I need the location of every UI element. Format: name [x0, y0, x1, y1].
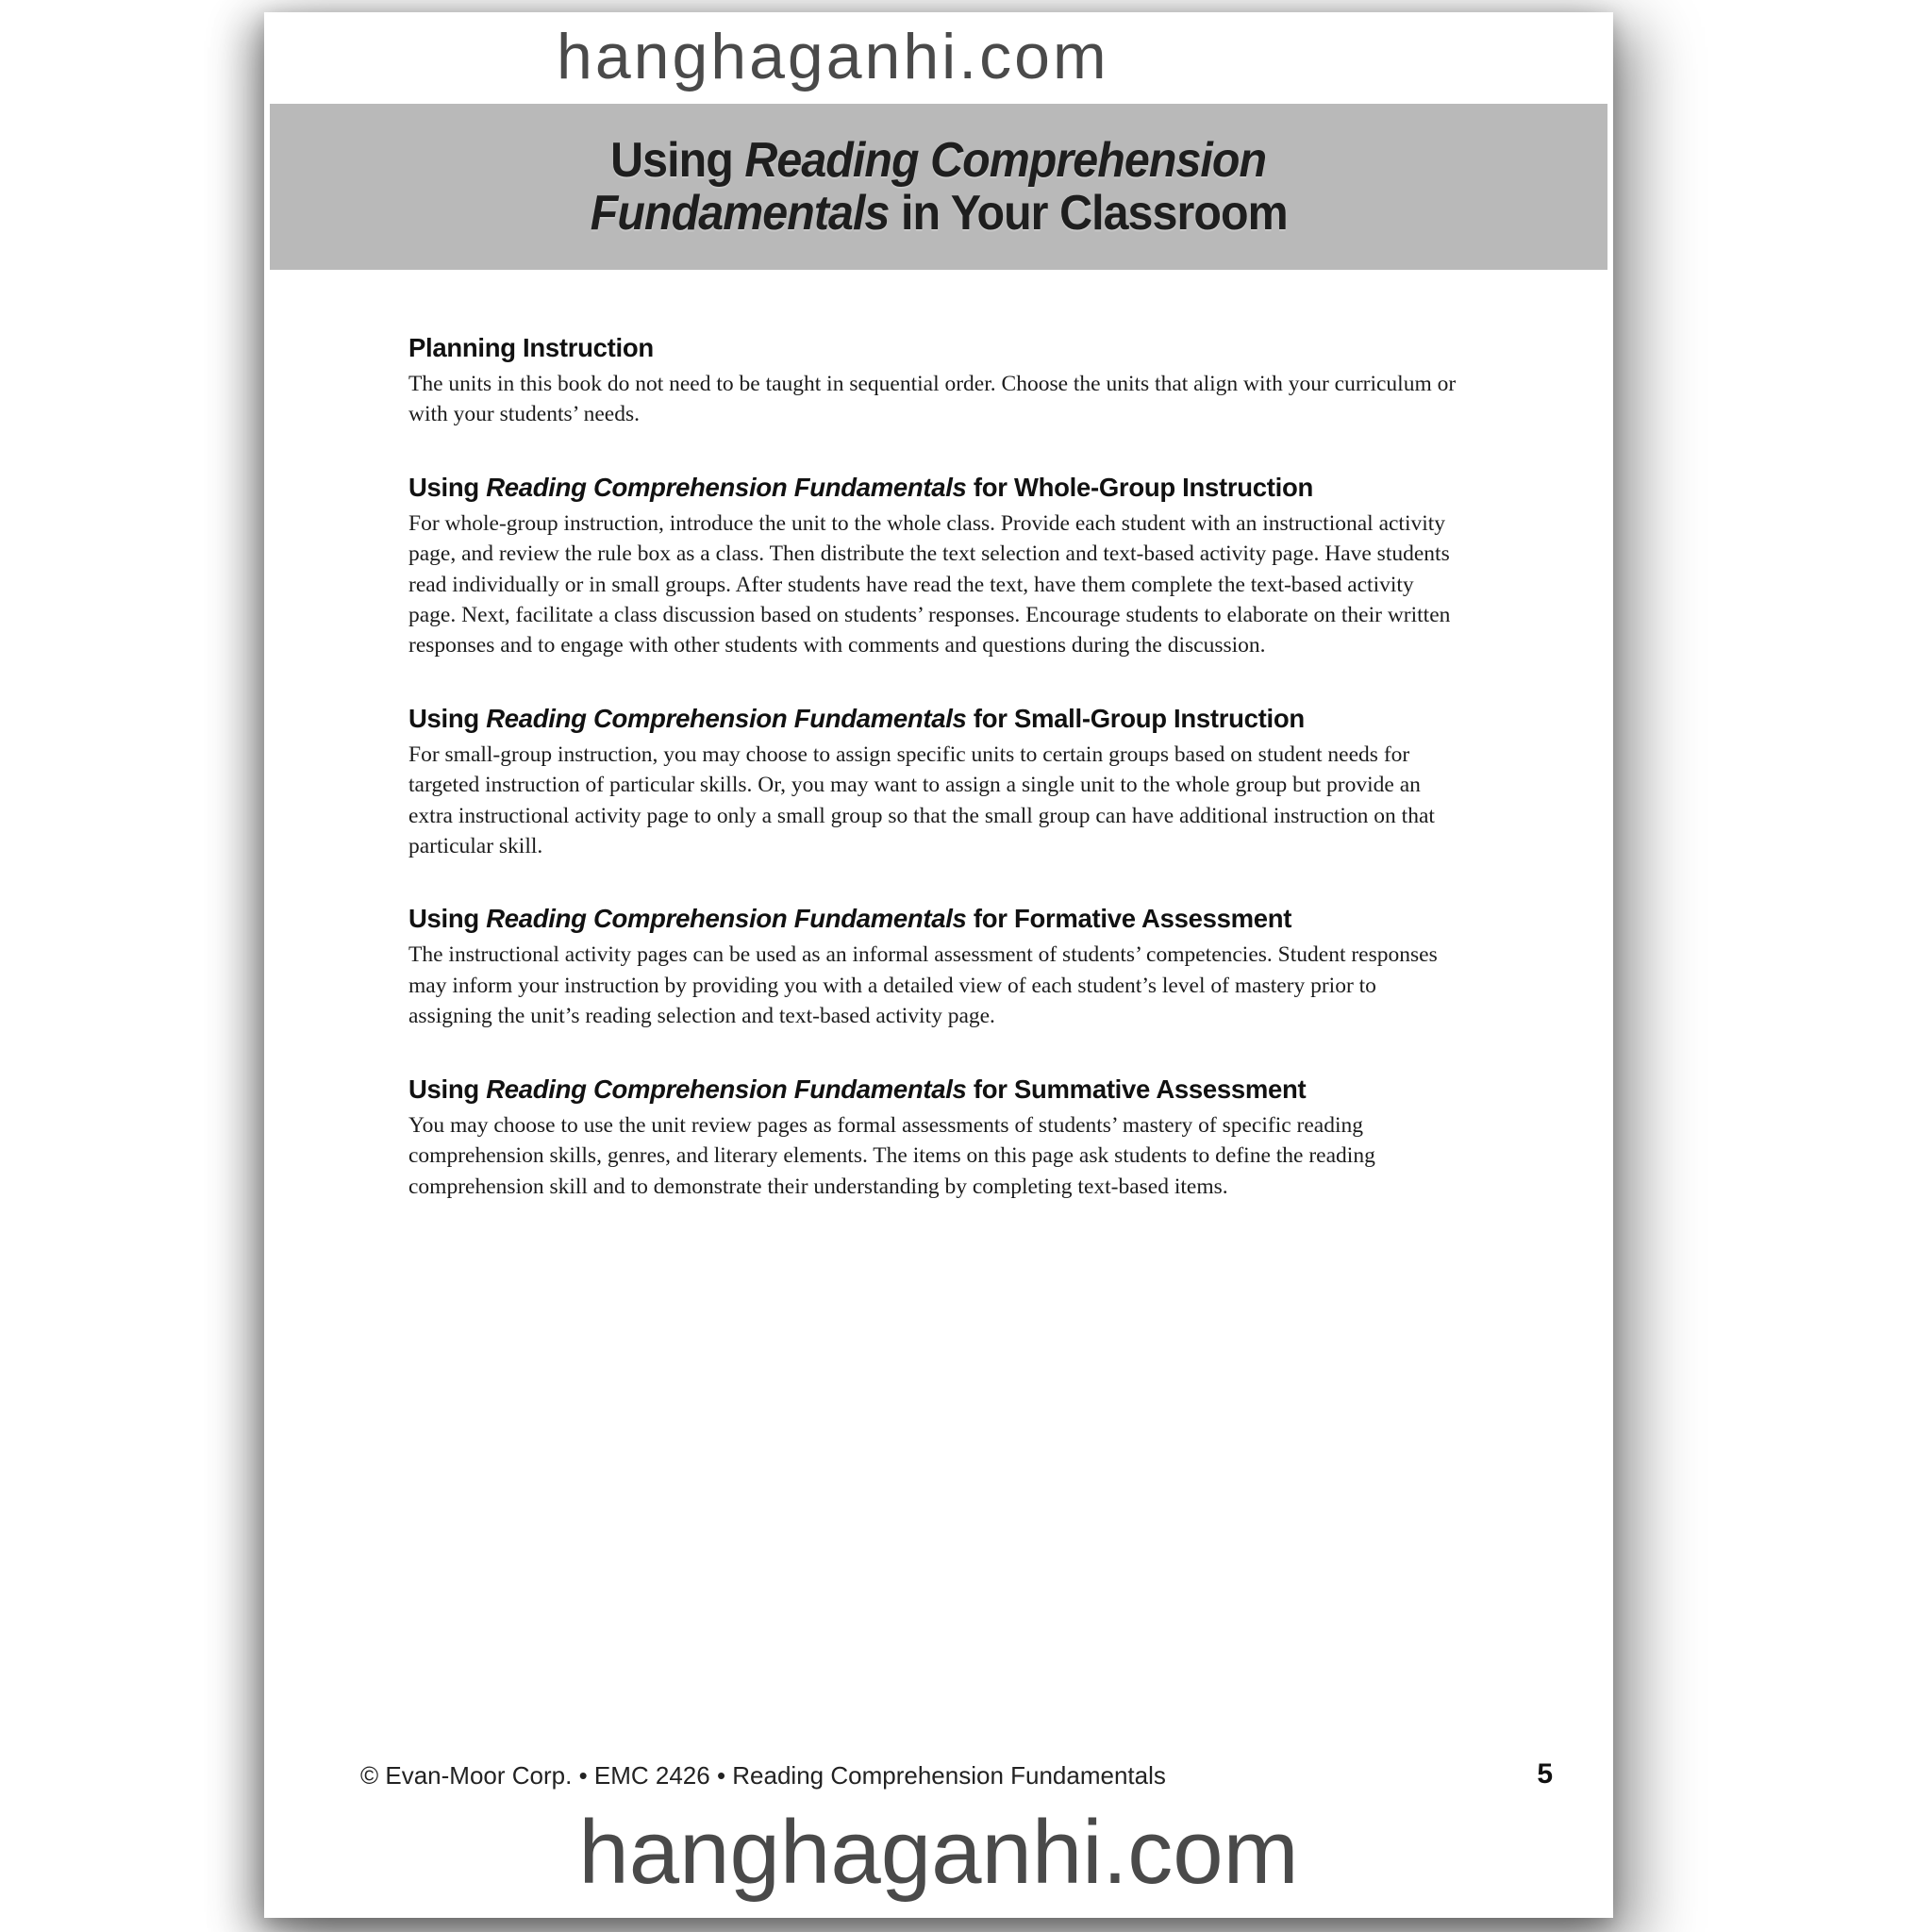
heading-text: for Summative Assessment: [966, 1074, 1307, 1104]
heading-text: for Small-Group Instruction: [966, 703, 1305, 733]
section-whole-group-instruction: [408, 472, 1457, 661]
heading-text: Planning Instruction: [408, 333, 654, 362]
page-number: 5: [1537, 1758, 1553, 1790]
document-page: [264, 12, 1613, 1918]
heading-text: Using: [408, 472, 487, 502]
heading-italic-text: Reading Comprehension Fundamentals: [486, 904, 967, 934]
section-body: You may choose to use the unit review pages as formal assessments of students’ mastery of specific reading comprehension skills, genres, and literary elements. The items on this page ask students to define the reading comprehension skill and to demonstrate their understanding by completing text-based items.: [408, 1112, 1375, 1199]
watermark-top: hanghaganhi.com: [557, 21, 1109, 92]
heading-italic-text: Reading Comprehension Fundamentals: [486, 703, 967, 733]
section-heading: [408, 472, 1457, 504]
heading-text: Using: [408, 1074, 487, 1104]
banner-title-line-2: [591, 187, 1288, 240]
section-body: For whole-group instruction, introduce the unit to the whole class. Provide each student with an instructional activity page, and review the rule box as a class. Then distribute the text selection and text-based activity page. Have students read individually or in small groups. After students have read the text, have them complete the text-based activity page. Next, facilitate a class discussion based on students’ responses. Encourage students to elaborate on their written responses and to engage with other students with comments and questions during the discussion.: [408, 510, 1451, 658]
heading-text: Using: [408, 904, 487, 934]
section-planning-instruction: [408, 332, 1457, 430]
banner-title-italic: Reading Comprehension: [744, 133, 1267, 188]
section-heading: [408, 903, 1457, 935]
section-heading: [408, 1074, 1457, 1106]
section-body: The units in this book do not need to be taught in sequential order. Choose the units that align with your curriculum or with your students’ needs.: [408, 372, 1457, 427]
section-heading: [408, 703, 1457, 735]
banner-title-line-1: [610, 134, 1266, 187]
section-heading: [408, 332, 1457, 364]
heading-italic-text: Reading Comprehension Fundamentals: [486, 1074, 967, 1104]
section-summative-assessment: [408, 1074, 1457, 1202]
page-content: [408, 332, 1457, 1243]
watermark-bottom: hanghaganhi.com: [578, 1802, 1299, 1903]
banner-title-text: Using: [610, 133, 745, 188]
footer-credit: © Evan-Moor Corp. • EMC 2426 • Reading Comprehension Fundamentals: [360, 1761, 1166, 1790]
heading-italic-text: Reading Comprehension Fundamentals: [486, 472, 967, 502]
heading-text: Using: [408, 703, 487, 733]
banner-title-text: in Your Classroom: [889, 186, 1288, 241]
banner-title-italic: Fundamentals: [590, 186, 890, 241]
heading-text: for Whole-Group Instruction: [966, 472, 1313, 502]
section-body: For small-group instruction, you may choose to assign specific units to certain groups based on student needs for targeted instruction of particular skills. Or, you may want to assign a single unit to the whole group but provide an extra instructional activity page to only a small group so that the small group can have additional instruction on that particular skill.: [408, 741, 1435, 859]
title-banner: [270, 104, 1607, 270]
section-body: The instructional activity pages can be used as an informal assessment of students’ competencies. Student responses may inform your instruction by providing you with a detailed view of each student’s level of mastery prior to assigning the unit’s reading selection and text-based activity page.: [408, 942, 1438, 1029]
section-small-group-instruction: [408, 703, 1457, 862]
section-formative-assessment: [408, 903, 1457, 1031]
heading-text: for Formative Assessment: [966, 904, 1292, 934]
